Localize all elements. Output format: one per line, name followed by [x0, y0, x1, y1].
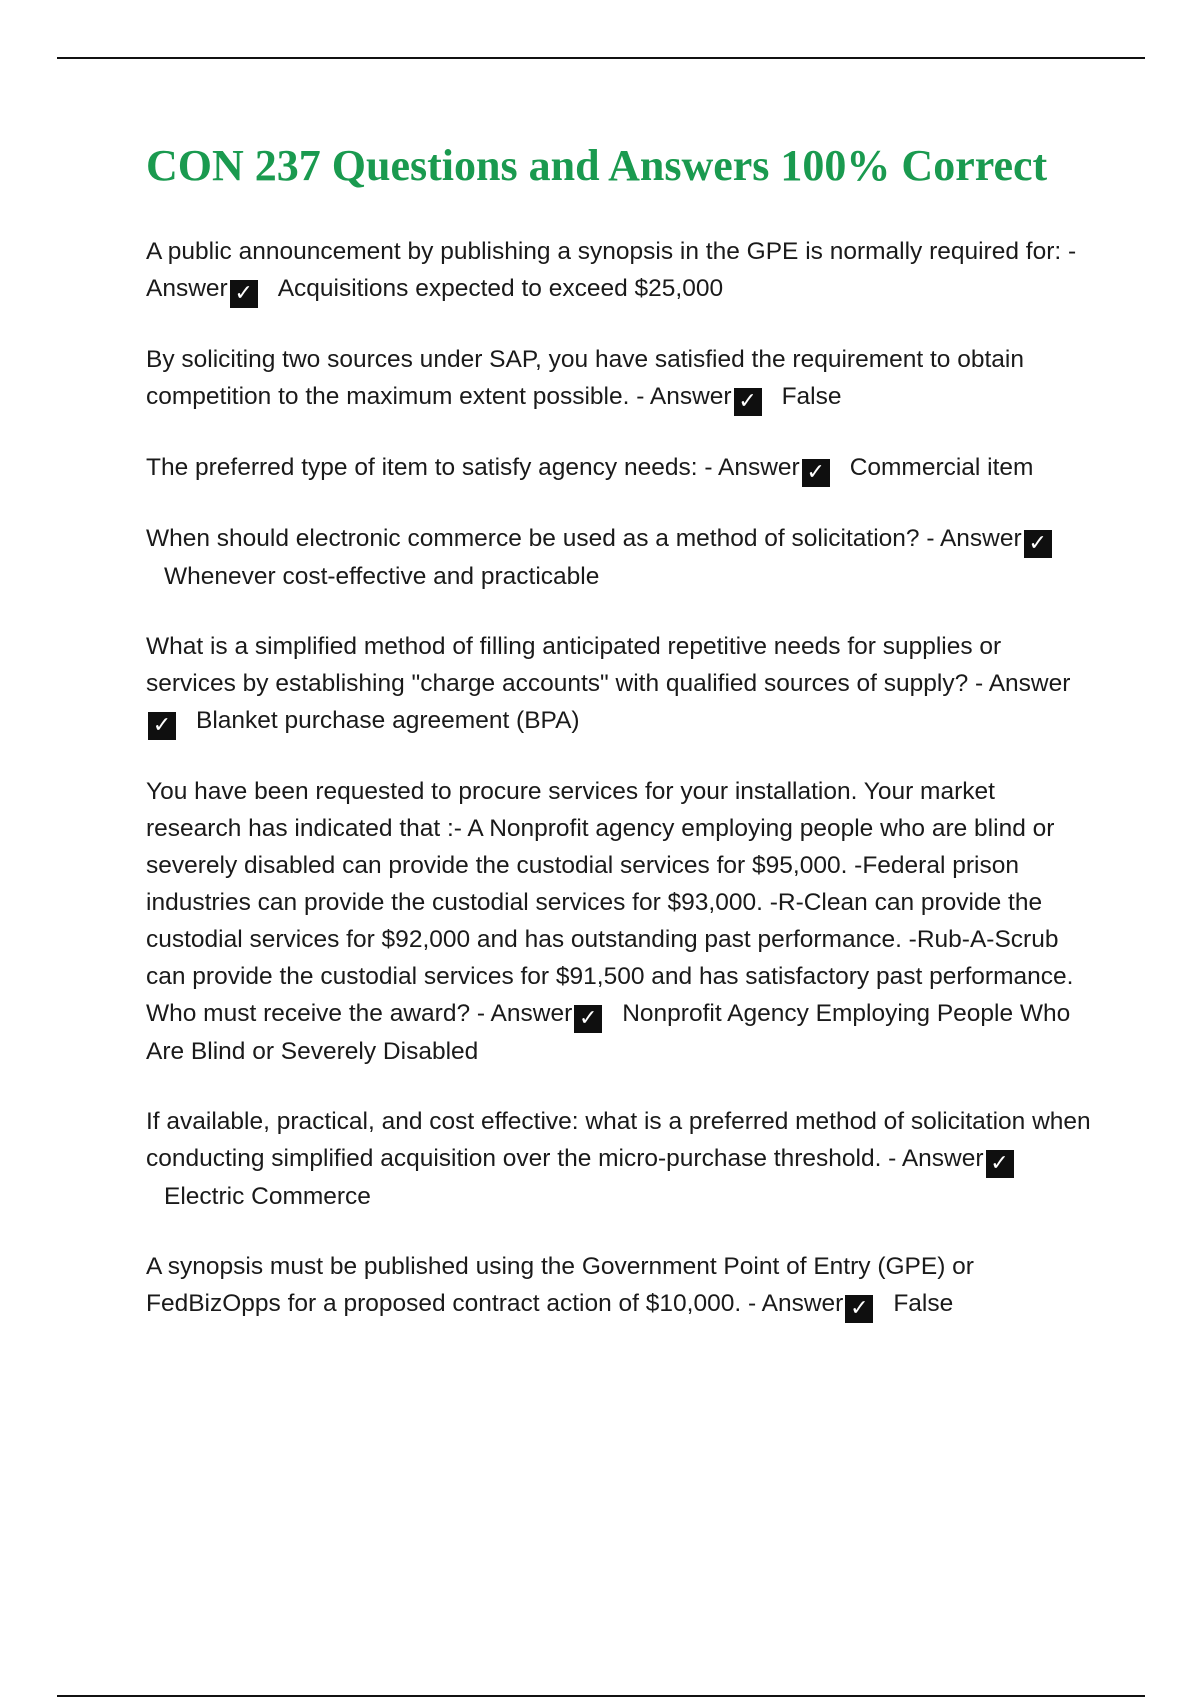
- answer-text: Whenever cost-effective and practicable: [164, 563, 600, 590]
- answer-label: Answer: [146, 275, 228, 302]
- answer-label: Answer: [717, 454, 800, 481]
- qa-item: [146, 520, 1096, 595]
- question-text: A public announcement by publishing a synopsis in the GPE is normally required for: -: [146, 238, 1077, 265]
- qa-item: [146, 1248, 1096, 1323]
- answer-text: False: [781, 383, 842, 410]
- question-text: The preferred type of item to satisfy agency needs: -: [146, 454, 713, 481]
- answer-label: Answer: [939, 525, 1022, 552]
- checkmark-icon: ✓: [574, 1005, 602, 1033]
- qa-item: [146, 233, 1096, 308]
- question-text: What is a simplified method of filling anticipated repetitive needs for supplies or services by establishing "charge accounts" with qualified sources of supply? -: [146, 633, 1002, 697]
- qa-item: [146, 1103, 1096, 1215]
- answer-text: Nonprofit Agency Employing People Who Are Blind or Severely Disabled: [146, 1000, 1071, 1065]
- answer-text: Acquisitions expected to exceed $25,000: [277, 275, 724, 302]
- checkmark-icon: ✓: [802, 459, 830, 487]
- top-divider: [57, 57, 1145, 59]
- bottom-divider: [57, 1695, 1145, 1697]
- qa-item: [146, 773, 1096, 1070]
- answer-label: Answer: [988, 670, 1071, 697]
- answer-text: Commercial item: [849, 454, 1034, 481]
- checkmark-icon: ✓: [986, 1150, 1014, 1178]
- question-text: When should electronic commerce be used as a method of solicitation? -: [146, 525, 935, 552]
- answer-label: Answer: [649, 383, 732, 410]
- question-text: If available, practical, and cost effective: what is a preferred method of solicitation when conducting simplified acquisition over the micro-purchase threshold. -: [146, 1108, 1091, 1172]
- checkmark-icon: ✓: [734, 388, 762, 416]
- answer-text: False: [893, 1290, 954, 1317]
- document-title: CON 237 Questions and Answers 100% Correct: [146, 141, 1048, 190]
- question-text: You have been requested to procure services for your installation. Your market research has indicated that :- A Nonprofit agency employing people who are blind or severely disabled can provide the custodial services for $95,000. -Federal prison industries can provide the custodial services for $93,000. -R-Clean can provide the custodial services for $92,000 and has outstanding past performance. -Rub-A-Scrub can provide the custodial services for $91,500 and has satisfactory past performance. Who must receive the award? -: [146, 778, 1074, 1027]
- qa-item: [146, 628, 1096, 740]
- answer-text: Blanket purchase agreement (BPA): [196, 707, 580, 734]
- question-text: A synopsis must be published using the Government Point of Entry (GPE) or FedBizOpps for a proposed contract action of $10,000. -: [146, 1253, 974, 1317]
- qa-item: [146, 449, 1096, 487]
- answer-text: Electric Commerce: [164, 1183, 371, 1210]
- checkmark-icon: ✓: [148, 712, 176, 740]
- question-text: By soliciting two sources under SAP, you have satisfied the requirement to obtain competition to the maximum extent possible. -: [146, 346, 1024, 410]
- qa-item: [146, 341, 1096, 416]
- checkmark-icon: ✓: [230, 280, 258, 308]
- answer-label: Answer: [901, 1145, 984, 1172]
- answer-label: Answer: [761, 1290, 844, 1317]
- checkmark-icon: ✓: [845, 1295, 873, 1323]
- checkmark-icon: ✓: [1024, 530, 1052, 558]
- document-page: [146, 140, 1096, 1356]
- answer-label: Answer: [490, 1000, 573, 1027]
- qa-list: [146, 233, 1096, 1323]
